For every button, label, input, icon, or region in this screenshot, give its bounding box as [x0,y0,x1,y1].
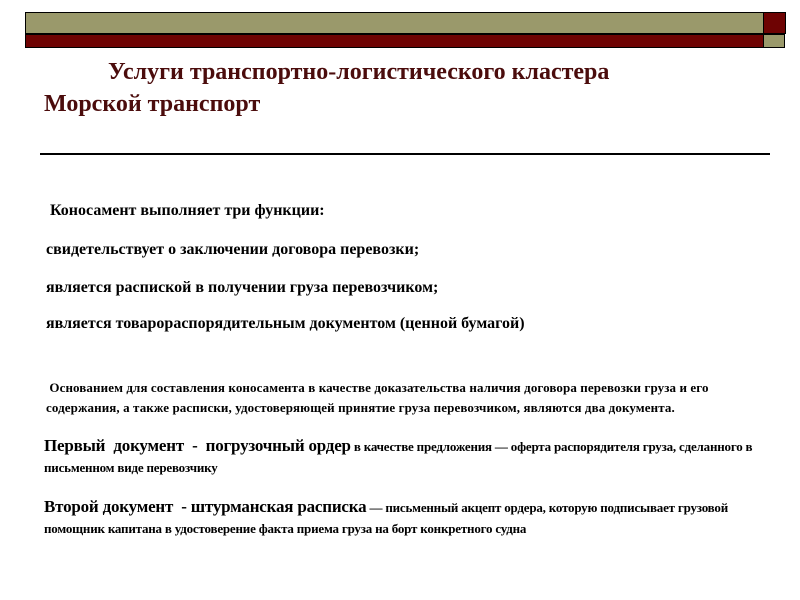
function-item-3: является товарораспорядительным документом (ценной бумагой) [46,315,525,332]
second-document-description: — письменный акцепт ордера, которую подписывает грузовой помощник капитана в удостоверение факта приема груза на борт конкретного судна [44,500,732,536]
function-item-1: свидетельствует о заключении договора перевозки; [46,241,420,258]
slide-title-line1: Услуги транспортно-логистического кластера [108,59,610,85]
top-banner-olive-square [763,34,785,48]
second-document-paragraph [44,496,774,539]
slide-title [44,56,760,120]
first-document-paragraph [44,435,774,478]
title-divider-line [40,153,770,155]
slide-title-line2: Морской транспорт [44,91,261,117]
first-document-lead: Первый документ - погрузочный ордер [44,436,351,455]
basis-paragraph: Основанием для составления коносамента в качестве доказательства наличия договора перевозки груза и его содержания, а также расписки, удостоверяющей принятие груза перевозчиком, являются два документа. [46,380,712,415]
top-banner-red-square [763,12,786,34]
first-document-description: в качестве предложения — оферта распорядителя груза, сделанного в письменном виде перевозчику [44,439,756,475]
second-document-lead: Второй документ - штурманская расписка [44,497,367,516]
top-banner-olive-bar [25,12,764,34]
bill-of-lading-intro-text: Коносамент выполняет три функции: [46,202,325,219]
top-banner-red-bar [25,34,764,48]
function-item-2: является распиской в получении груза перевозчиком; [46,279,439,296]
